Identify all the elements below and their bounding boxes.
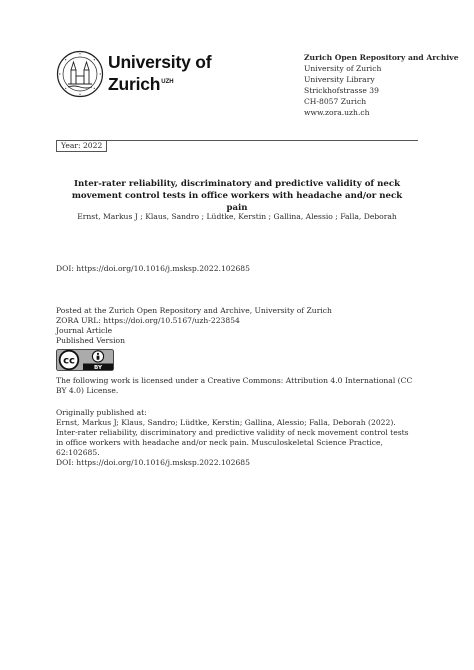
doi-line[interactable]: DOI: https://doi.org/10.1016/j.msksp.2022.102685 [56, 264, 250, 273]
university-seal-icon [56, 50, 104, 98]
cc-by-badge[interactable] [56, 349, 114, 371]
zora-url[interactable]: ZORA URL: https://doi.org/10.5167/uzh-223854 [56, 316, 240, 325]
repository-address [304, 52, 464, 118]
repository-line: www.zora.uzh.ch [304, 108, 370, 117]
license-text: The following work is licensed under a Creative Commons: Attribution 4.0 International (CC BY 4.0) License. [56, 376, 413, 395]
original-citation: Ernst, Markus J; Klaus, Sandro; Lüdtke, Kerstin; Gallina, Alessio; Falla, Deborah (2022). Inter-rater reliability, discriminatory and predictive validity of neck movement control tests in office workers with headache and/or neck pain. Musculoskeletal Science Practice, 62:102685. [56, 418, 409, 457]
repository-line: Strickhofstrasse 39 [304, 86, 379, 95]
university-wordmark [108, 52, 211, 94]
original-doi[interactable]: DOI: https://doi.org/10.1016/j.msksp.2022.102685 [56, 458, 250, 467]
cc-letters: cc [63, 355, 75, 367]
posted-line: Posted at the Zurich Open Repository and Archive, University of Zurich [56, 306, 332, 315]
article-version: Published Version [56, 336, 125, 345]
university-logo [56, 50, 246, 100]
year-box [56, 141, 418, 155]
by-letters: BY [93, 365, 103, 371]
logo-line-1: University of [108, 52, 212, 72]
paper-title: Inter-rater reliability, discriminatory and predictive validity of neck movement control tests in office workers with headache and/or neck pain [71, 179, 403, 213]
repository-line: CH-8057 Zurich [304, 97, 367, 106]
repository-line: University of Zurich [304, 64, 382, 73]
article-type: Journal Article [56, 326, 113, 335]
repository-line: University Library [304, 75, 375, 84]
creative-commons-icon [56, 349, 114, 371]
paper-authors: Ernst, Markus J ; Klaus, Sandro ; Lüdtke, Kerstin ; Gallina, Alessio ; Falla, Deborah [77, 212, 397, 221]
repository-title: Zurich Open Repository and Archive [304, 53, 459, 62]
original-publication [56, 408, 418, 468]
logo-line-2: Zurich$^{UZH}$ [108, 73, 174, 94]
year-label: Year: 2022 [56, 141, 107, 152]
posting-info [56, 306, 418, 346]
original-heading: Originally published at: [56, 408, 147, 417]
logo-superscript: UZH [161, 79, 174, 85]
